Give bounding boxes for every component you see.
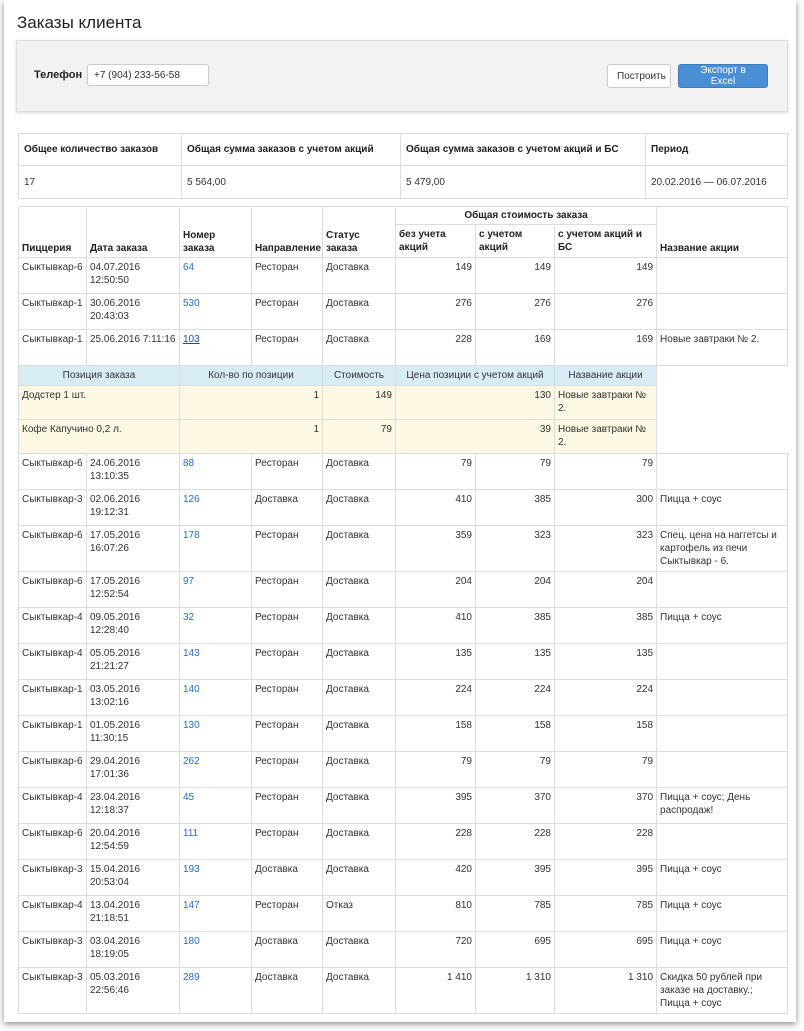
order-number-link[interactable]: 111	[183, 828, 199, 839]
order-row	[19, 680, 788, 716]
order-direction: Ресторан	[252, 526, 323, 572]
order-number-link[interactable]: 130	[183, 720, 200, 731]
summary-table	[18, 133, 788, 199]
col-with-promo-bs: с учетом акций и БС	[555, 225, 657, 258]
order-status: Доставка	[323, 608, 396, 644]
order-pizzeria: Сыктывкар-4	[19, 644, 87, 680]
order-number-cell	[180, 932, 252, 968]
order-direction: Доставка	[252, 968, 323, 1014]
order-total-no-promo: 720	[396, 932, 476, 968]
order-number-cell	[180, 680, 252, 716]
order-direction: Ресторан	[252, 258, 323, 294]
order-number-link[interactable]: 193	[183, 864, 200, 875]
order-pizzeria: Сыктывкар-6	[19, 572, 87, 608]
details-header-row	[19, 366, 788, 386]
order-date: 25.06.2016 7:11:16	[87, 330, 180, 366]
order-total-with-promo: 79	[476, 752, 555, 788]
details-cost: 149	[323, 386, 396, 420]
order-date: 15.04.2016 20:53:04	[87, 860, 180, 896]
details-promo: Новые завтраки № 2.	[555, 420, 657, 454]
order-total-no-promo: 810	[396, 896, 476, 932]
order-promo-name: Новые завтраки № 2.	[657, 330, 788, 366]
order-total-no-promo: 420	[396, 860, 476, 896]
order-total-with-promo-bs: 169	[555, 330, 657, 366]
order-number-link[interactable]: 97	[183, 576, 195, 587]
phone-input[interactable]	[87, 64, 209, 86]
order-pizzeria: Сыктывкар-3	[19, 860, 87, 896]
order-pizzeria: Сыктывкар-6	[19, 824, 87, 860]
order-promo-name: Скидка 50 рублей при заказе на доставку.; Пицца + соус	[657, 968, 788, 1014]
order-promo-name: Пицца + соус; День распродаж!	[657, 788, 788, 824]
order-number-link[interactable]: 262	[183, 756, 200, 767]
order-row	[19, 572, 788, 608]
order-number-cell	[180, 526, 252, 572]
phone-label: Телефон	[34, 69, 83, 81]
order-date: 20.04.2016 12:54:59	[87, 824, 180, 860]
order-number-cell	[180, 258, 252, 294]
order-row	[19, 824, 788, 860]
order-total-no-promo: 395	[396, 788, 476, 824]
order-promo-name: Спец. цена на наггетсы и картофель из печи Сыктывкар - 6.	[657, 526, 788, 572]
order-date: 29.04.2016 17:01:36	[87, 752, 180, 788]
order-promo-name	[657, 716, 788, 752]
order-direction: Ресторан	[252, 294, 323, 330]
summary-header-period: Период	[646, 134, 788, 166]
order-number-link[interactable]: 140	[183, 684, 200, 695]
order-number-cell	[180, 294, 252, 330]
order-date: 24.06.2016 13:10:35	[87, 454, 180, 490]
order-total-no-promo: 224	[396, 680, 476, 716]
order-total-with-promo-bs: 79	[555, 454, 657, 490]
order-pizzeria: Сыктывкар-1	[19, 680, 87, 716]
order-total-no-promo: 1 410	[396, 968, 476, 1014]
order-pizzeria: Сыктывкар-4	[19, 608, 87, 644]
order-direction: Доставка	[252, 490, 323, 526]
order-total-with-promo-bs: 1 310	[555, 968, 657, 1014]
order-number-link[interactable]: 178	[183, 530, 200, 541]
order-total-with-promo-bs: 228	[555, 824, 657, 860]
order-status: Отказ	[323, 896, 396, 932]
order-pizzeria: Сыктывкар-1	[19, 294, 87, 330]
order-promo-name: Пицца + соус	[657, 490, 788, 526]
order-total-no-promo: 276	[396, 294, 476, 330]
order-total-with-promo-bs: 695	[555, 932, 657, 968]
details-price-promo: 39	[396, 420, 555, 454]
order-direction: Ресторан	[252, 572, 323, 608]
order-promo-name	[657, 454, 788, 490]
order-pizzeria: Сыктывкар-3	[19, 932, 87, 968]
order-row	[19, 258, 788, 294]
order-direction: Ресторан	[252, 608, 323, 644]
col-with-promo: с учетом акций	[476, 225, 555, 258]
order-date: 17.05.2016 16:07:26	[87, 526, 180, 572]
order-total-with-promo-bs: 135	[555, 644, 657, 680]
order-total-no-promo: 410	[396, 490, 476, 526]
order-direction: Ресторан	[252, 752, 323, 788]
summary-sum-promo-bs: 5 479,00	[401, 166, 646, 199]
order-total-no-promo: 79	[396, 752, 476, 788]
order-date: 05.05.2016 21:21:27	[87, 644, 180, 680]
order-number-cell	[180, 896, 252, 932]
order-status: Доставка	[323, 644, 396, 680]
order-total-no-promo: 228	[396, 824, 476, 860]
col-number: Номер заказа	[180, 207, 252, 258]
order-number-cell	[180, 608, 252, 644]
order-row	[19, 752, 788, 788]
details-row	[19, 386, 788, 420]
order-total-with-promo: 276	[476, 294, 555, 330]
order-direction: Ресторан	[252, 896, 323, 932]
order-promo-name: Пицца + соус	[657, 896, 788, 932]
order-date: 30.06.2016 20:43:03	[87, 294, 180, 330]
order-number-cell	[180, 572, 252, 608]
details-col-price-promo: Цена позиции с учетом акций	[396, 366, 555, 386]
order-row	[19, 788, 788, 824]
order-number-link[interactable]: 103	[183, 334, 200, 345]
order-total-with-promo: 135	[476, 644, 555, 680]
order-total-with-promo: 323	[476, 526, 555, 572]
order-row	[19, 968, 788, 1014]
order-status: Доставка	[323, 968, 396, 1014]
order-date: 23.04.2016 12:18:37	[87, 788, 180, 824]
order-row	[19, 330, 788, 366]
order-row	[19, 526, 788, 572]
order-status: Доставка	[323, 860, 396, 896]
order-number-link[interactable]: 143	[183, 648, 200, 659]
order-promo-name	[657, 294, 788, 330]
order-status: Доставка	[323, 454, 396, 490]
details-row	[19, 420, 788, 454]
order-number-link[interactable]: 126	[183, 494, 200, 505]
order-total-with-promo: 385	[476, 490, 555, 526]
order-status: Доставка	[323, 824, 396, 860]
order-direction: Ресторан	[252, 716, 323, 752]
order-date: 03.05.2016 13:02:16	[87, 680, 180, 716]
summary-header-count: Общее количество заказов	[19, 134, 182, 166]
order-total-with-promo-bs: 385	[555, 608, 657, 644]
filter-panel	[16, 40, 788, 112]
order-status: Доставка	[323, 788, 396, 824]
order-number-cell	[180, 644, 252, 680]
order-number-cell	[180, 330, 252, 366]
order-direction: Ресторан	[252, 824, 323, 860]
order-direction: Ресторан	[252, 644, 323, 680]
order-total-no-promo: 204	[396, 572, 476, 608]
order-date: 13.04.2016 21:18:51	[87, 896, 180, 932]
order-total-no-promo: 79	[396, 454, 476, 490]
order-total-with-promo-bs: 395	[555, 860, 657, 896]
order-total-with-promo: 204	[476, 572, 555, 608]
order-row	[19, 896, 788, 932]
order-number-cell	[180, 860, 252, 896]
order-number-link[interactable]: 64	[183, 262, 195, 273]
col-group-total: Общая стоимость заказа	[396, 207, 657, 225]
order-direction: Доставка	[252, 860, 323, 896]
order-number-link[interactable]: 289	[183, 972, 200, 983]
order-pizzeria: Сыктывкар-4	[19, 896, 87, 932]
order-total-no-promo: 135	[396, 644, 476, 680]
order-total-with-promo: 169	[476, 330, 555, 366]
order-status: Доставка	[323, 716, 396, 752]
order-total-with-promo-bs: 204	[555, 572, 657, 608]
order-date: 03.04.2016 18:19:05	[87, 932, 180, 968]
order-status: Доставка	[323, 490, 396, 526]
order-row	[19, 490, 788, 526]
order-promo-name	[657, 752, 788, 788]
col-pizzeria: Пиццерия	[19, 207, 87, 258]
order-row	[19, 716, 788, 752]
order-total-with-promo-bs: 276	[555, 294, 657, 330]
order-status: Доставка	[323, 680, 396, 716]
order-promo-name: Пицца + соус	[657, 860, 788, 896]
order-promo-name	[657, 680, 788, 716]
col-date: Дата заказа	[87, 207, 180, 258]
details-col-qty: Кол-во по позиции	[180, 366, 323, 386]
order-total-no-promo: 228	[396, 330, 476, 366]
order-date: 05.03.2016 22:56:46	[87, 968, 180, 1014]
order-total-with-promo-bs: 224	[555, 680, 657, 716]
order-direction: Доставка	[252, 932, 323, 968]
order-total-with-promo: 385	[476, 608, 555, 644]
order-pizzeria: Сыктывкар-1	[19, 330, 87, 366]
order-total-with-promo: 370	[476, 788, 555, 824]
col-promo-name: Название акции	[657, 207, 788, 258]
order-number-link[interactable]: 530	[183, 298, 200, 309]
page-title: Заказы клиента	[17, 13, 142, 32]
order-total-no-promo: 149	[396, 258, 476, 294]
order-total-with-promo: 149	[476, 258, 555, 294]
order-promo-name	[657, 644, 788, 680]
order-total-with-promo-bs: 323	[555, 526, 657, 572]
order-number-link[interactable]: 32	[183, 612, 195, 623]
col-direction: Направление	[252, 207, 323, 258]
order-total-with-promo: 228	[476, 824, 555, 860]
order-total-no-promo: 359	[396, 526, 476, 572]
order-promo-name: Пицца + соус	[657, 932, 788, 968]
order-total-no-promo: 410	[396, 608, 476, 644]
order-row	[19, 294, 788, 330]
order-number-cell	[180, 788, 252, 824]
order-status: Доставка	[323, 258, 396, 294]
order-number-cell	[180, 752, 252, 788]
col-status: Статус заказа	[323, 207, 396, 258]
build-button[interactable]: Построить	[607, 64, 671, 88]
col-no-promo: без учета акций	[396, 225, 476, 258]
summary-period: 20.02.2016 — 06.07.2016	[646, 166, 788, 199]
details-promo: Новые завтраки № 2.	[555, 386, 657, 420]
order-pizzeria: Сыктывкар-3	[19, 968, 87, 1014]
order-status: Доставка	[323, 932, 396, 968]
order-total-with-promo-bs: 158	[555, 716, 657, 752]
order-total-no-promo: 158	[396, 716, 476, 752]
order-pizzeria: Сыктывкар-3	[19, 490, 87, 526]
order-status: Доставка	[323, 330, 396, 366]
order-promo-name	[657, 572, 788, 608]
order-direction: Ресторан	[252, 680, 323, 716]
summary-header-sum-promo: Общая сумма заказов с учетом акций	[182, 134, 401, 166]
order-pizzeria: Сыктывкар-6	[19, 752, 87, 788]
order-total-with-promo: 395	[476, 860, 555, 896]
order-row	[19, 932, 788, 968]
order-total-with-promo: 158	[476, 716, 555, 752]
order-total-with-promo-bs: 300	[555, 490, 657, 526]
details-col-position: Позиция заказа	[19, 366, 180, 386]
order-total-with-promo-bs: 785	[555, 896, 657, 932]
order-total-with-promo: 224	[476, 680, 555, 716]
order-number-link[interactable]: 147	[183, 900, 200, 911]
details-position: Кофе Капучино 0,2 л.	[19, 420, 180, 454]
order-total-with-promo: 79	[476, 454, 555, 490]
order-pizzeria: Сыктывкар-1	[19, 716, 87, 752]
order-row	[19, 860, 788, 896]
details-price-promo: 130	[396, 386, 555, 420]
order-total-with-promo-bs: 79	[555, 752, 657, 788]
order-number-link[interactable]: 45	[183, 792, 195, 803]
order-total-with-promo: 695	[476, 932, 555, 968]
summary-header-sum-promo-bs: Общая сумма заказов с учетом акций и БС	[401, 134, 646, 166]
order-promo-name: Пицца + соус	[657, 608, 788, 644]
order-number-cell	[180, 968, 252, 1014]
details-cost: 79	[323, 420, 396, 454]
order-row	[19, 644, 788, 680]
order-status: Доставка	[323, 572, 396, 608]
order-promo-name	[657, 824, 788, 860]
order-pizzeria: Сыктывкар-6	[19, 258, 87, 294]
order-direction: Ресторан	[252, 788, 323, 824]
order-number-link[interactable]: 88	[183, 458, 195, 469]
order-number-cell	[180, 824, 252, 860]
order-total-with-promo-bs: 149	[555, 258, 657, 294]
order-date: 09.05.2016 12:28:40	[87, 608, 180, 644]
details-qty: 1	[180, 386, 323, 420]
order-date: 17.05.2016 12:52:54	[87, 572, 180, 608]
order-status: Доставка	[323, 526, 396, 572]
details-position: Додстер 1 шт.	[19, 386, 180, 420]
order-date: 04.07.2016 12:50:50	[87, 258, 180, 294]
order-number-cell	[180, 716, 252, 752]
summary-sum-promo: 5 564,00	[182, 166, 401, 199]
details-col-cost: Стоимость	[323, 366, 396, 386]
order-promo-name	[657, 258, 788, 294]
order-pizzeria: Сыктывкар-6	[19, 526, 87, 572]
orders-table	[18, 206, 788, 1014]
details-col-promo: Название акции	[555, 366, 657, 386]
order-status: Доставка	[323, 294, 396, 330]
order-date: 02.06.2016 19:12:31	[87, 490, 180, 526]
order-total-with-promo: 1 310	[476, 968, 555, 1014]
order-total-with-promo: 785	[476, 896, 555, 932]
order-status: Доставка	[323, 752, 396, 788]
order-row	[19, 454, 788, 490]
order-pizzeria: Сыктывкар-4	[19, 788, 87, 824]
order-date: 01.05.2016 11:30:15	[87, 716, 180, 752]
export-excel-button[interactable]: Экспорт в Excel	[678, 64, 768, 88]
page-frame	[4, 0, 796, 1022]
order-direction: Ресторан	[252, 330, 323, 366]
order-number-cell	[180, 490, 252, 526]
details-qty: 1	[180, 420, 323, 454]
summary-count: 17	[19, 166, 182, 199]
order-total-with-promo-bs: 370	[555, 788, 657, 824]
order-number-link[interactable]: 180	[183, 936, 200, 947]
order-number-cell	[180, 454, 252, 490]
order-pizzeria: Сыктывкар-6	[19, 454, 87, 490]
order-direction: Ресторан	[252, 454, 323, 490]
order-row	[19, 608, 788, 644]
